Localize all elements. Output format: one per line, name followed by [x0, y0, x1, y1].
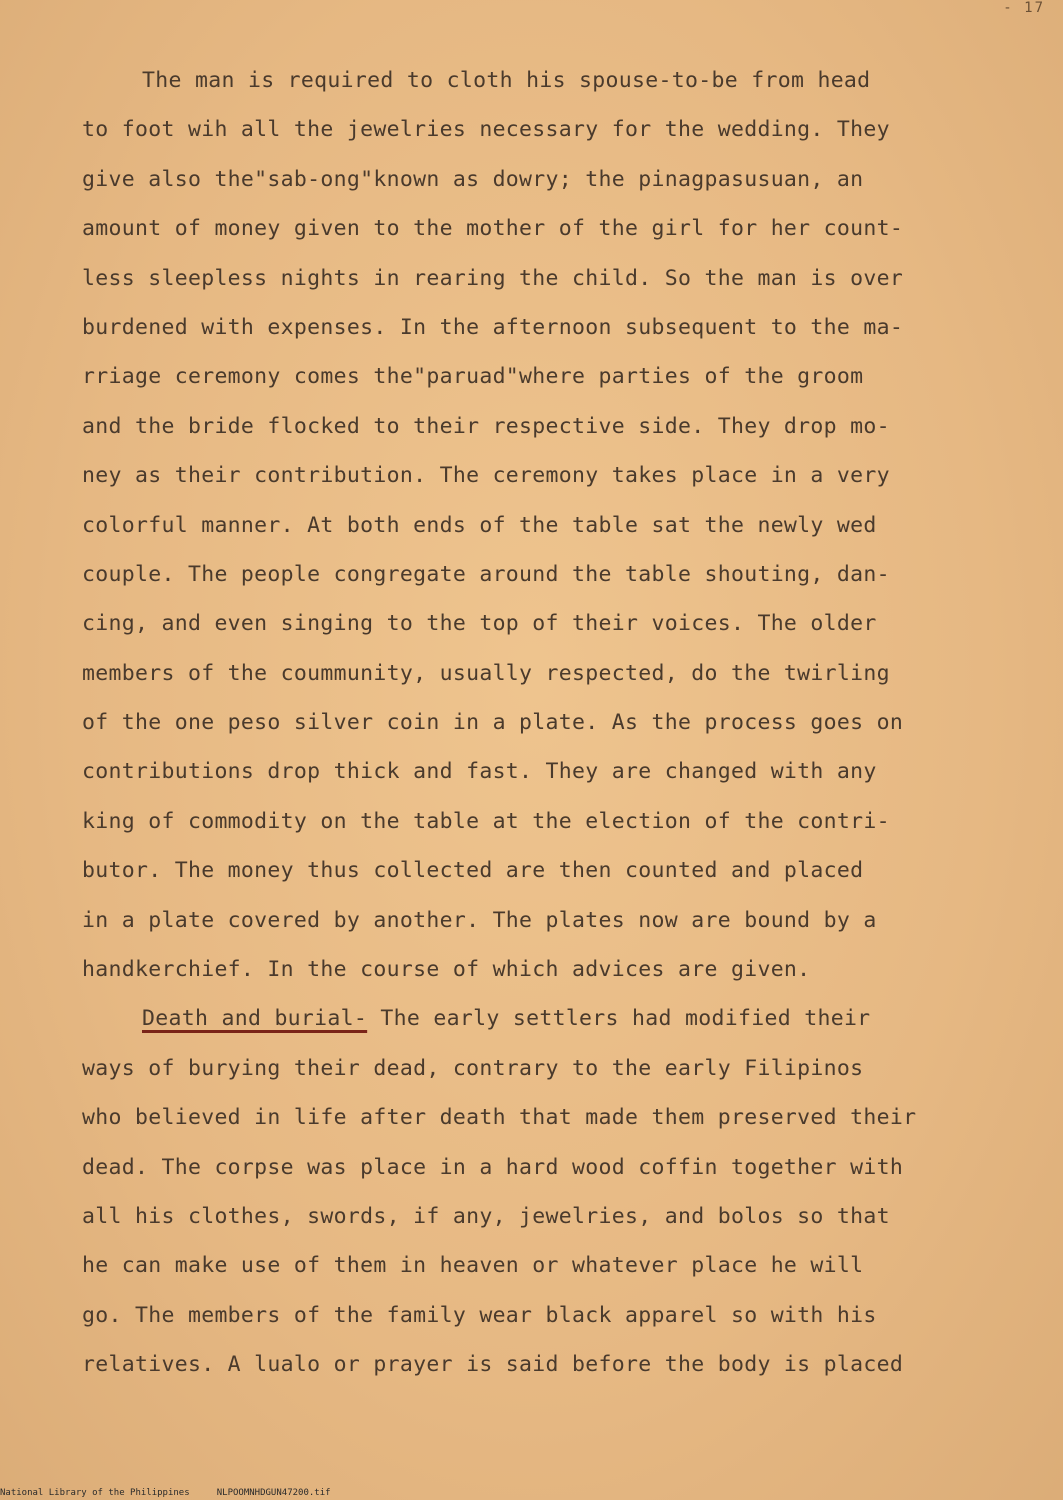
text-line: all his clothes, swords, if any, jewelries, and bolos so that [82, 1203, 890, 1229]
body-text [82, 56, 1032, 1390]
section-heading-line [82, 994, 1032, 1043]
text-line: dead. The corpse was place in a hard wood coffin together with [82, 1154, 904, 1180]
text-line: go. The members of the family wear black apparel so with his [82, 1302, 877, 1328]
text-line: members of the coummunity, usually respected, do the twirling [82, 660, 890, 686]
footer-filename: NLPOOMNHDGUN47200.tif [216, 1488, 331, 1498]
text-line: relatives. A lualo or prayer is said before the body is placed [82, 1352, 904, 1378]
section-heading: Death and burial- [142, 1006, 368, 1032]
text-line: cing, and even singing to the top of their voices. The older [82, 611, 877, 637]
text-line: handkerchief. In the course of which advices are given. [82, 957, 811, 983]
text-line: burdened with expenses. In the afternoon subsequent to the ma- [82, 314, 904, 340]
text-line-rest: The early settlers had modified their [367, 1006, 871, 1032]
text-line: rriage ceremony comes the"paruad"where parties of the groom [82, 364, 864, 390]
text-line: king of commodity on the table at the election of the contri- [82, 808, 890, 834]
text-line: and the bride flocked to their respective side. They drop mo- [82, 413, 890, 439]
scan-footer [0, 1488, 331, 1498]
text-line: to foot wih all the jewelries necessary for the wedding. They [82, 117, 890, 143]
text-line: of the one peso silver coin in a plate. As the process goes on [82, 710, 904, 736]
text-line: who believed in life after death that made them preserved their [82, 1105, 917, 1131]
page-number-mark: - 17 [1003, 0, 1045, 16]
text-line: ney as their contribution. The ceremony takes place in a very [82, 463, 890, 489]
text-line: contributions drop thick and fast. They are changed with any [82, 759, 877, 785]
text-line: couple. The people congregate around the table shouting, dan- [82, 561, 890, 587]
text-line: colorful manner. At both ends of the table sat the newly wed [82, 512, 877, 538]
text-line: give also the"sab-ong"known as dowry; the pinagpasusuan, an [82, 166, 864, 192]
text-line: The man is required to cloth his spouse-to-be from head [142, 68, 871, 93]
text-line: butor. The money thus collected are then counted and placed [82, 858, 864, 884]
footer-library: National Library of the Philippines [0, 1488, 190, 1498]
text-line: he can make use of them in heaven or whatever place he will [82, 1253, 864, 1279]
text-line: less sleepless nights in rearing the child. So the man is over [82, 265, 904, 291]
text-line: ways of burying their dead, contrary to the early Filipinos [82, 1055, 864, 1081]
text-line: in a plate covered by another. The plates now are bound by a [82, 907, 877, 933]
text-line: amount of money given to the mother of the girl for her count- [82, 216, 904, 242]
